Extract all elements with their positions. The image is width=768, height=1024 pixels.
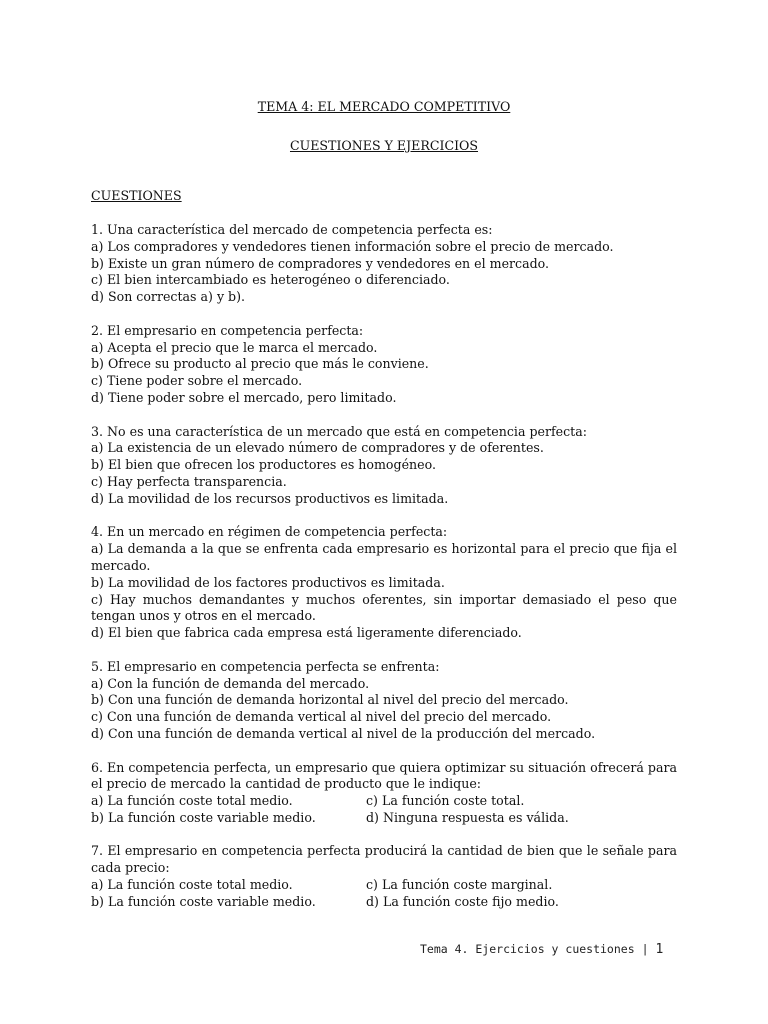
section-heading: CUESTIONES — [91, 188, 182, 203]
option-c: c) Con una función de demanda vertical al nivel del precio del mercado. — [91, 709, 552, 725]
option-b: b) La función coste variable medio. — [91, 809, 316, 825]
option-b: b) Ofrece su producto al precio que más le conviene. — [91, 356, 429, 372]
document-subtitle: CUESTIONES Y EJERCICIOS — [289, 138, 479, 153]
option-d: d) Ninguna respuesta es válida. — [366, 809, 569, 825]
question-1 — [91, 222, 677, 306]
question-6 — [91, 760, 677, 827]
option-d: d) Son correctas a) y b). — [91, 289, 246, 305]
option-b: b) Existe un gran número de compradores y vendedores en el mercado. — [91, 255, 550, 271]
option-b: b) El bien que ofrecen los productores es homogéneo. — [91, 457, 436, 473]
option-b: b) Con una función de demanda horizontal al nivel del precio del mercado. — [91, 692, 569, 708]
question-stem: 4. En un mercado en régimen de competencia perfecta: — [91, 524, 448, 540]
question-stem: 3. No es una característica de un mercado que está en competencia perfecta: — [91, 423, 587, 439]
option-a: a) La función coste total medio. — [91, 877, 293, 893]
option-a: a) La función coste total medio. — [91, 793, 293, 809]
questions-list — [91, 222, 677, 927]
option-d: d) El bien que fabrica cada empresa está ligeramente diferenciado. — [91, 625, 522, 641]
question-stem: 5. El empresario en competencia perfecta se enfrenta: — [91, 658, 440, 674]
option-c: c) La función coste marginal. — [366, 877, 553, 893]
option-a: a) La demanda a la que se enfrenta cada empresario es horizontal para el precio que fija el mercado. — [91, 541, 677, 573]
option-c: c) La función coste total. — [366, 793, 525, 809]
option-b: b) La función coste variable medio. — [91, 893, 316, 909]
option-c: c) Hay muchos demandantes y muchos oferentes, sin importar demasiado el peso que tengan unos y otros en el mercado. — [91, 591, 677, 624]
option-a: a) La existencia de un elevado número de compradores y de oferentes. — [91, 440, 544, 456]
question-2 — [91, 323, 677, 407]
page-number: 1 — [655, 942, 664, 957]
option-c: c) Tiene poder sobre el mercado. — [91, 373, 303, 389]
option-a: a) Con la función de demanda del mercado. — [91, 675, 370, 691]
option-d: d) Tiene poder sobre el mercado, pero limitado. — [91, 389, 397, 405]
footer-text: Tema 4. Ejercicios y cuestiones — [420, 942, 635, 956]
option-b: b) La movilidad de los factores productivos es limitada. — [91, 574, 445, 590]
option-d: d) La movilidad de los recursos productivos es limitada. — [91, 490, 449, 506]
footer-separator: | — [641, 942, 649, 956]
question-stem: 6. En competencia perfecta, un empresario que quiera optimizar su situación ofrecerá para el precio de mercado la cantidad de producto que le indique: — [91, 759, 677, 792]
question-stem: 2. El empresario en competencia perfecta: — [91, 322, 364, 338]
option-d: d) Con una función de demanda vertical al nivel de la producción del mercado. — [91, 725, 596, 741]
question-4 — [91, 524, 677, 642]
options-grid — [91, 793, 677, 827]
question-stem: 7. El empresario en competencia perfecta producirá la cantidad de bien que le señale para cada precio: — [91, 843, 677, 876]
option-a: a) Los compradores y vendedores tienen información sobre el precio de mercado. — [91, 238, 614, 254]
question-7 — [91, 843, 677, 910]
question-5 — [91, 659, 677, 743]
question-stem: 1. Una característica del mercado de competencia perfecta es: — [91, 222, 493, 237]
option-c: c) Hay perfecta transparencia. — [91, 473, 287, 489]
option-d: d) La función coste fijo medio. — [366, 893, 559, 909]
question-3 — [91, 424, 677, 508]
option-c: c) El bien intercambiado es heterogéneo o diferenciado. — [91, 272, 450, 288]
page-footer — [420, 941, 663, 959]
document-title: TEMA 4: EL MERCADO COMPETITIVO — [257, 99, 511, 114]
option-a: a) Acepta el precio que le marca el mercado. — [91, 339, 378, 355]
options-grid — [91, 877, 677, 911]
